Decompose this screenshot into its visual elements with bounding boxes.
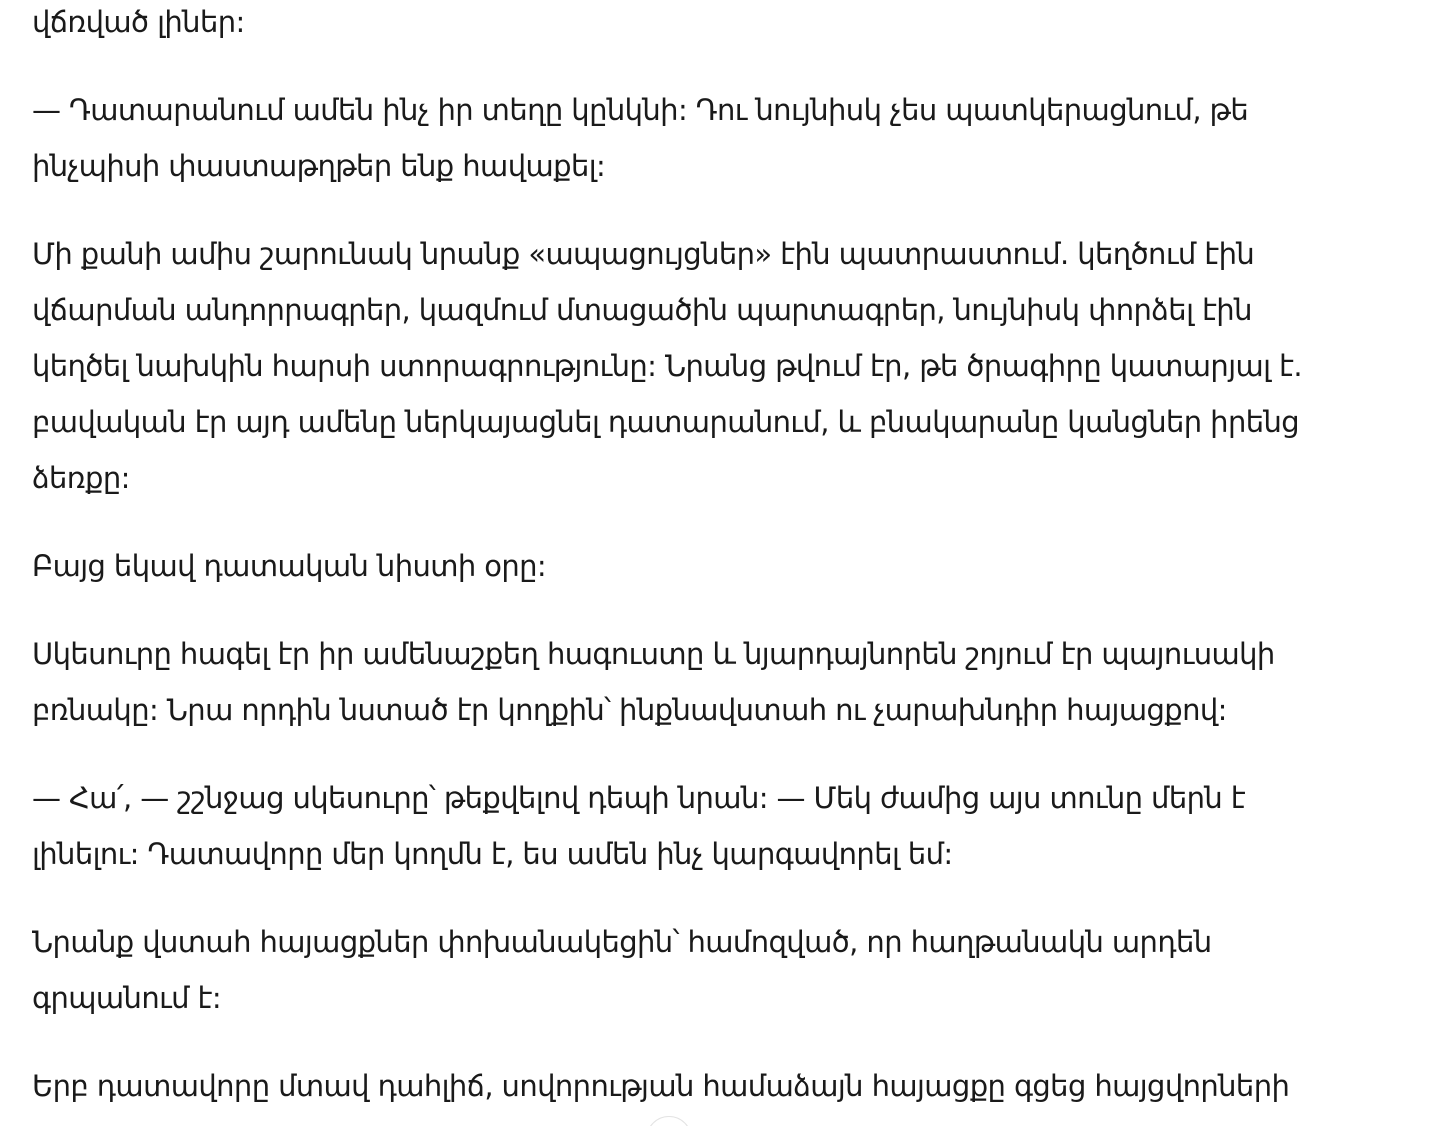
article-paragraph: վճռված լիներ:: [32, 5, 245, 39]
article-paragraph: Բայց եկավ դատական նիստի օրը:: [32, 549, 547, 583]
article-body: [32, 0, 1322, 1126]
article-paragraph: — Դատարանում ամեն ինչ իր տեղը կընկնի: Դու նույնիսկ չես պատկերացնում, թե ինչպիսի փաստաթղթեր ենք հավաքել:: [32, 93, 1249, 183]
article-paragraph: Մի քանի ամիս շարունակ նրանք «ապացույցներ» էին պատրաստում. կեղծում էին վճարման անդորրագրեր, կազմում մտացածին պարտագրեր, նույնիսկ փորձել էին կեղծել նախկին հարսի ստորագրությունը: Նրանց թվում էր, թե ծրագիրը կատարյալ է. բավական էր այդ ամենը ներկայացնել դատարանում, և բնակարանը կանցներ իրենց ձեռքը:: [32, 237, 1302, 495]
article-paragraph: Նրանք վստահ հայացքներ փոխանակեցին՝ համոզված, որ հաղթանակն արդեն գրպանում է:: [32, 925, 1212, 1015]
article-paragraph: — Հա՛, — շշնջաց սկեսուրը՝ թեքվելով դեպի նրան: — Մեկ ժամից այս տունը մերն է լինելու: Դատավորը մեր կողմն է, ես ամեն ինչ կարգավորել եմ:: [32, 781, 1246, 871]
article-paragraph: Սկեսուրը հագել էր իր ամենաշքեղ հագուստը և նյարդայնորեն շոյում էր պայուսակի բռնակը: Նրա որդին նստած էր կողքին՝ ինքնավստահ ու չարախնդիր հայացքով:: [32, 637, 1275, 727]
article-paragraph: Երբ դատավորը մտավ դահլիճ, սովորության համաձայն հայացքը գցեց հայցվորների: [32, 1069, 1290, 1103]
